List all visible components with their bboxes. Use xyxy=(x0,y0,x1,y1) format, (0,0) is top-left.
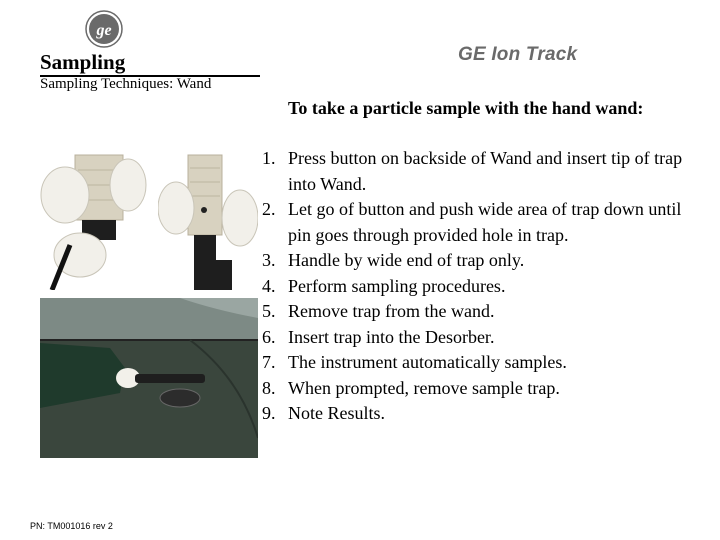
step-number: 6. xyxy=(262,326,276,347)
step-text: Insert trap into the Desorber. xyxy=(288,326,495,347)
step-number: 7. xyxy=(262,352,276,372)
brand-name: GE Ion Track xyxy=(458,44,578,65)
part-number: PN: TM001016 rev 2 xyxy=(30,521,113,531)
step-text: Note Results. xyxy=(288,403,385,423)
trap-pin-photo xyxy=(158,150,258,290)
list-item xyxy=(260,274,700,300)
step-text: The instrument automatically samples. xyxy=(288,352,567,372)
car-door-sampling-photo xyxy=(40,298,258,458)
list-item xyxy=(260,325,700,351)
step-text: Let go of button and push wide area of trap down until pin goes through provided hole in trap. xyxy=(288,199,682,245)
step-text: Press button on backside of Wand and insert tip of trap into Wand. xyxy=(288,148,683,194)
step-number: 1. xyxy=(262,148,276,168)
list-item xyxy=(260,146,700,197)
list-item xyxy=(260,401,700,427)
step-text: When prompted, remove sample trap. xyxy=(288,377,560,398)
step-number: 4. xyxy=(262,275,276,296)
step-number: 5. xyxy=(262,301,276,321)
instructions-intro: To take a particle sample with the hand wand: xyxy=(288,98,644,118)
list-item xyxy=(260,299,700,325)
svg-text:ge: ge xyxy=(96,22,112,39)
list-item xyxy=(260,376,700,402)
list-item xyxy=(260,248,700,274)
step-text: Perform sampling procedures. xyxy=(288,275,506,296)
list-item xyxy=(260,350,700,376)
trap-insert-photo xyxy=(40,150,150,290)
step-number: 9. xyxy=(262,403,276,423)
step-number: 8. xyxy=(262,377,276,398)
step-number: 3. xyxy=(262,250,276,270)
step-text: Handle by wide end of trap only. xyxy=(288,250,525,270)
list-item xyxy=(260,197,700,248)
step-number: 2. xyxy=(262,199,276,219)
ge-logo-icon xyxy=(85,10,123,48)
steps-list xyxy=(260,146,700,427)
step-text: Remove trap from the wand. xyxy=(288,301,495,321)
page-title: Sampling xyxy=(40,50,126,74)
page-subtitle: Sampling Techniques: Wand xyxy=(40,76,212,92)
